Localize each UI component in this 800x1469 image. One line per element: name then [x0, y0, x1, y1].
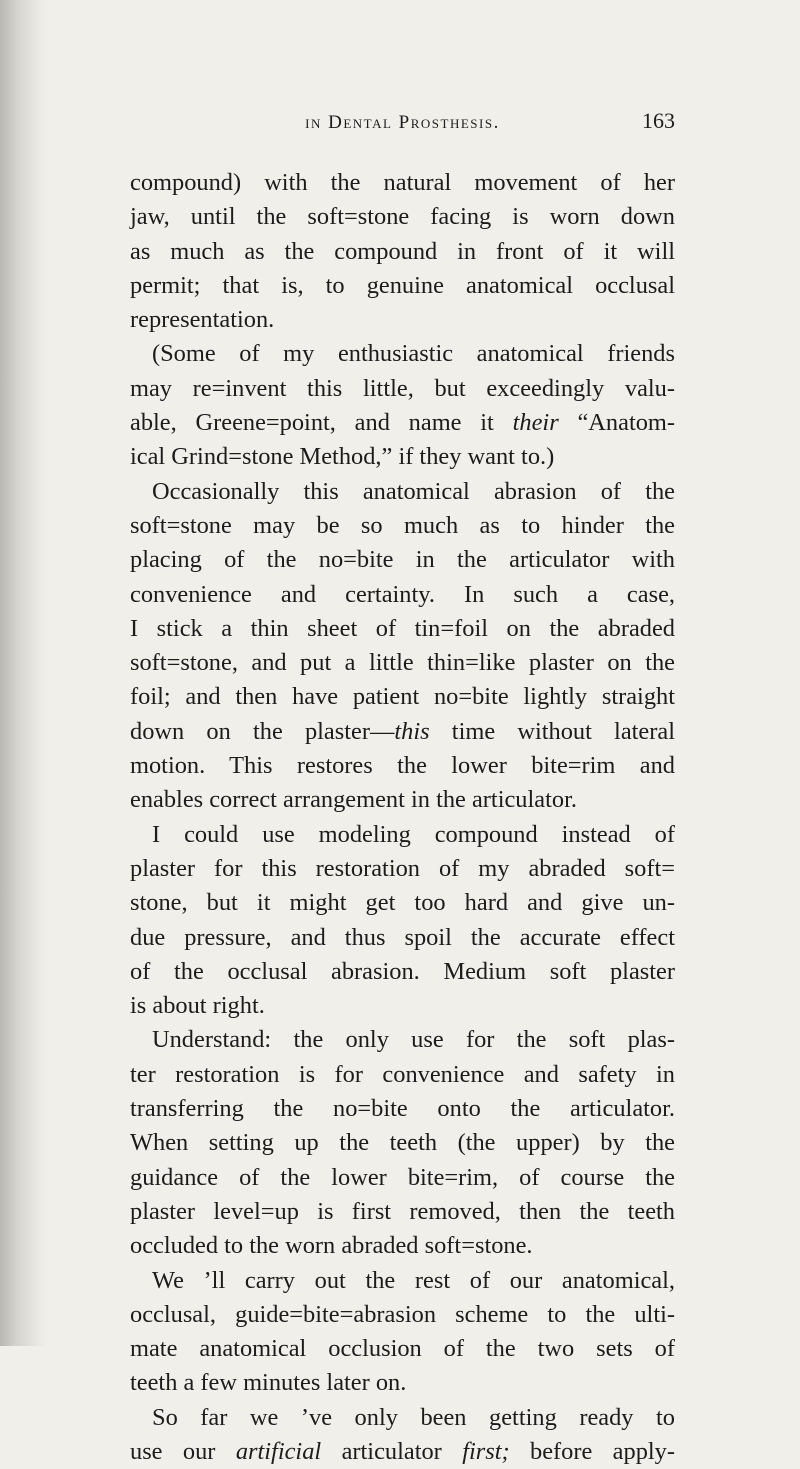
- running-head: [130, 108, 675, 148]
- text-line: soft=stone, and put a little thin=like plaster on the: [130, 649, 675, 677]
- text-line: jaw, until the soft=stone facing is worn down: [130, 203, 675, 231]
- text-line: as much as the compound in front of it will: [130, 237, 675, 265]
- text-line: We ’ll carry out the rest of our anatomical,: [152, 1266, 675, 1294]
- page-number: 163: [642, 108, 675, 133]
- page-gutter-shadow: [0, 0, 48, 1346]
- text-line: compound) with the natural movement of her: [130, 169, 675, 196]
- text-line: soft=stone may be so much as to hinder the: [130, 511, 675, 539]
- text-line: foil; and then have patient no=bite lightly straight: [130, 683, 675, 711]
- text-line: motion. This restores the lower bite=rim and: [130, 752, 675, 780]
- text-line: (Some of my enthusiastic anatomical friends: [152, 340, 675, 368]
- text-line: is about right.: [130, 992, 265, 1020]
- text-line: ical Grind=stone Method,” if they want to.): [130, 443, 555, 471]
- text-line: permit; that is, to genuine anatomical occlusal: [130, 271, 675, 299]
- text-line: representation.: [130, 306, 275, 334]
- text-line: placing of the no=bite in the articulator with: [130, 546, 675, 574]
- text-line: transferring the no=bite onto the articulator.: [130, 1095, 675, 1123]
- running-title: in Dental Prosthesis.: [305, 112, 500, 133]
- text-line: occlusal, guide=bite=abrasion scheme to the ulti-: [130, 1300, 675, 1328]
- text-line: So far we ’ve only been getting ready to: [152, 1403, 675, 1431]
- text-line: use our artificial articulator first; before apply-: [130, 1437, 675, 1465]
- text-line: teeth a few minutes later on.: [130, 1369, 407, 1397]
- text-line: able, Greene=point, and name it their “Anatom-: [130, 409, 676, 437]
- text-line: I could use modeling compound instead of: [152, 820, 675, 848]
- text-line: down on the plaster—this time without lateral: [130, 717, 675, 745]
- text-line: occluded to the worn abraded soft=stone.: [130, 1232, 533, 1260]
- body-text: [130, 166, 675, 1469]
- text-line: due pressure, and thus spoil the accurate effect: [130, 923, 675, 951]
- text-line: stone, but it might get too hard and give un-: [130, 889, 675, 917]
- book-page: [130, 108, 675, 1469]
- text-line: When setting up the teeth (the upper) by the: [130, 1129, 675, 1157]
- text-line: Occasionally this anatomical abrasion of the: [152, 477, 675, 505]
- text-line: Understand: the only use for the soft plas-: [152, 1026, 675, 1054]
- text-line: mate anatomical occlusion of the two sets of: [130, 1335, 675, 1363]
- text-line: of the occlusal abrasion. Medium soft plaster: [130, 957, 675, 985]
- text-line: plaster for this restoration of my abraded soft=: [130, 854, 675, 882]
- text-line: I stick a thin sheet of tin=foil on the abraded: [130, 614, 675, 642]
- text-line: enables correct arrangement in the articulator.: [130, 786, 577, 814]
- text-line: plaster level=up is first removed, then the teeth: [130, 1197, 675, 1225]
- text-line: convenience and certainty. In such a case,: [130, 580, 675, 608]
- text-line: may re=invent this little, but exceedingly valu-: [130, 374, 675, 402]
- text-line: ter restoration is for convenience and safety in: [130, 1060, 675, 1088]
- text-line: guidance of the lower bite=rim, of course the: [130, 1163, 675, 1191]
